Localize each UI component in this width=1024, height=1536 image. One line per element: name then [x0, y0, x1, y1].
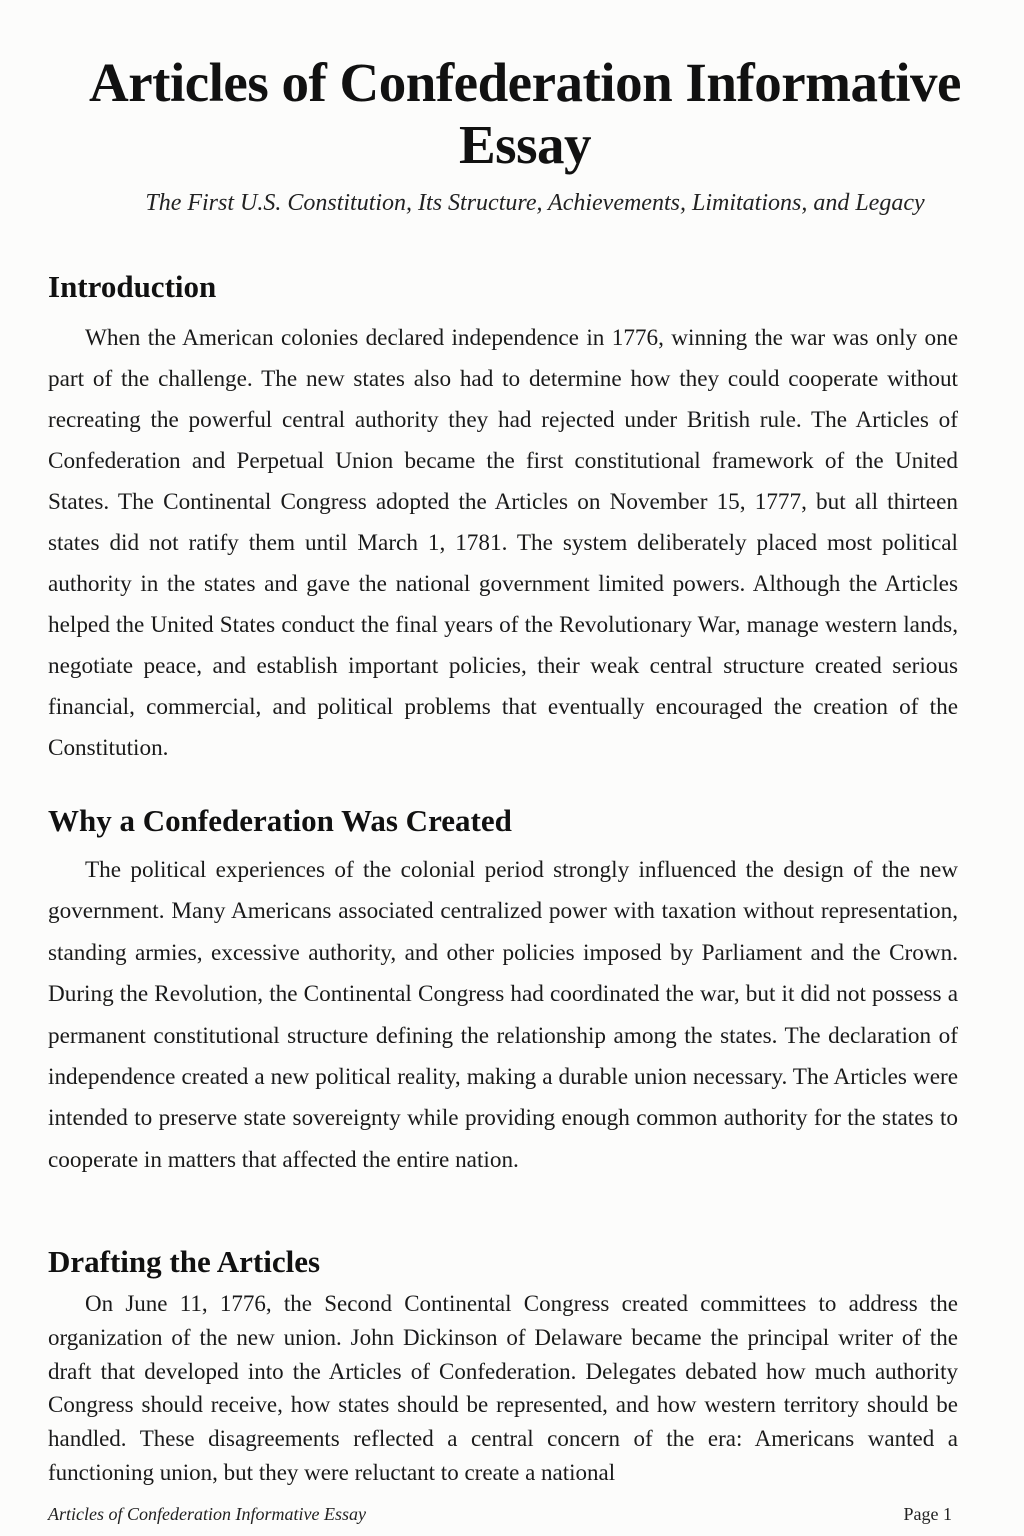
section-paragraph-drafting: On June 11, 1776, the Second Continental Congress created committees to address the organization of the new union. John Dickinson of Delaware became the principal writer of the draft that developed into the Articles of Confederation. Delegates debated how much authority Congress should receive, how states should be represented, and how western territory should be handled. These disagreements reflected a central concern of the era: Americans wanted a functioning union, but they were reluctant to create a national — [48, 1291, 958, 1485]
footer-document-title: Articles of Confederation Informative Essay — [48, 1504, 366, 1524]
section-paragraph-why-confederation: The political experiences of the colonial period strongly influenced the design of the new government. Many Americans associated centralized power with taxation without representation, standing armies, excessive authority, and other policies imposed by Parliament and the Crown. During the Revolution, the Continental Congress had coordinated the war, but it did not possess a permanent constitutional structure defining the relationship among the states. The declaration of independence created a new political reality, making a durable union necessary. The Articles were intended to preserve state sovereignty while providing enough common authority for the states to cooperate in matters that affected the entire nation. — [48, 857, 958, 1173]
page-footer — [48, 1501, 952, 1527]
section-heading-introduction: Introduction — [48, 269, 217, 304]
page-title: Articles of Confederation Informative Essay — [89, 52, 961, 175]
section-heading-drafting: Drafting the Articles — [48, 1244, 321, 1279]
page-subtitle: The First U.S. Constitution, Its Structure, Achievements, Limitations, and Legacy — [145, 190, 925, 216]
section-paragraph-introduction: When the American colonies declared independence in 1776, winning the war was only one part of the challenge. The new states also had to determine how they could cooperate without recreating the powerful central authority they had rejected under British rule. The Articles of Confederation and Perpetual Union became the first constitutional framework of the United States. The Continental Congress adopted the Articles on November 15, 1777, but all thirteen states did not ratify them until March 1, 1781. The system deliberately placed most political authority in the states and gave the national government limited powers. Although the Articles helped the United States conduct the final years of the Revolutionary War, manage western lands, negotiate peace, and establish important policies, their weak central structure created serious financial, commercial, and political problems that eventually encouraged the creation of the Constitution. — [48, 325, 958, 761]
footer-page-number: Page 1 — [903, 1504, 952, 1524]
section-heading-why-confederation: Why a Confederation Was Created — [48, 803, 512, 838]
